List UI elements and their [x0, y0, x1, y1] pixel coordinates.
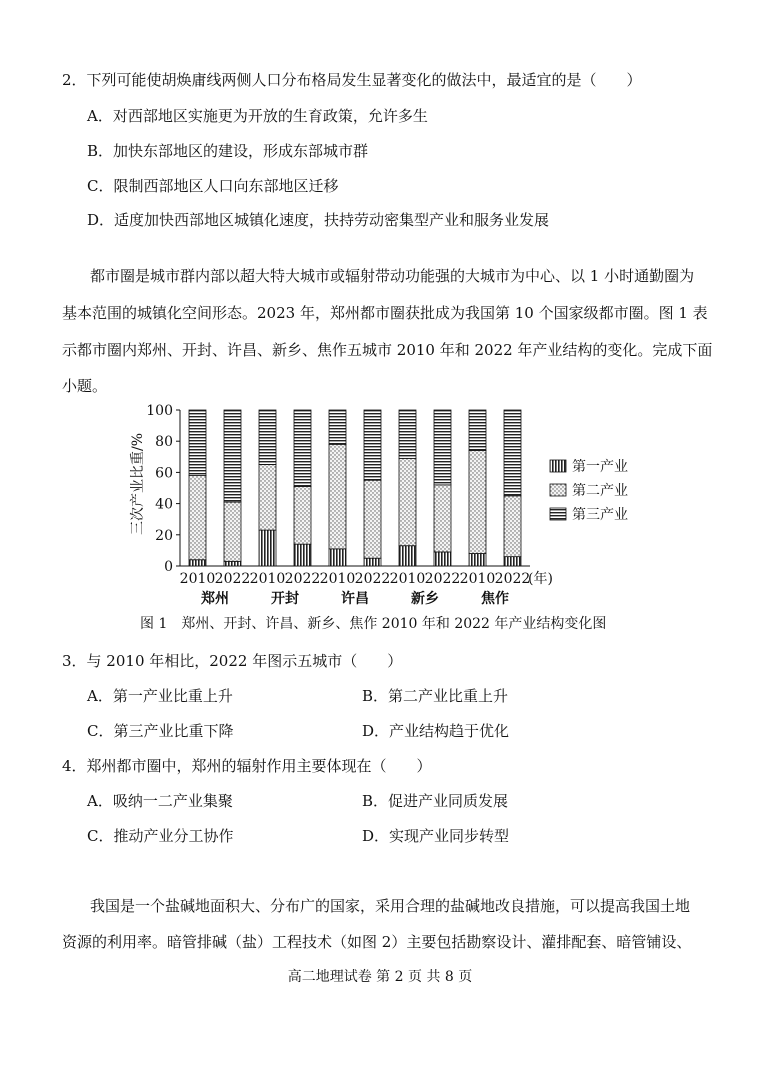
- legend-swatch: [550, 460, 566, 472]
- question-3-option-d: D．产业结构趋于优化: [362, 722, 510, 740]
- legend-swatch: [550, 484, 566, 496]
- group-label: 许昌: [341, 591, 369, 607]
- bar-segment: [189, 476, 206, 560]
- bar-segment: [329, 410, 346, 444]
- bar-segment: [259, 410, 276, 465]
- bar-segment: [504, 410, 521, 496]
- x-tick-label: 2010: [179, 571, 216, 587]
- x-tick-label: 2022: [494, 571, 531, 587]
- y-tick-label: 20: [155, 527, 173, 544]
- bar-segment: [189, 560, 206, 566]
- question-3-stem: 3．与 2010 年相比，2022 年图示五城市（ ）: [62, 652, 403, 670]
- question-2-option-d: D．适度加快西部地区城镇化速度，扶持劳动密集型产业和服务业发展: [87, 211, 550, 229]
- x-tick-label: 2022: [284, 571, 321, 587]
- question-2-option-c: C．限制西部地区人口向东部地区迁移: [87, 177, 339, 195]
- passage-2-line-1: 我国是一个盐碱地面积大、分布广的国家，采用合理的盐碱地改良措施，可以提高我国土地: [90, 897, 691, 915]
- question-2-option-a: A．对西部地区实施更为开放的生育政策，允许多生: [87, 107, 428, 125]
- legend-swatch: [550, 508, 566, 520]
- y-tick-label: 60: [155, 465, 173, 482]
- bar-segment: [224, 410, 241, 502]
- bar-segment: [469, 410, 486, 451]
- y-tick-label: 100: [146, 403, 173, 419]
- passage-1-line-2: 基本范围的城镇化空间形态。2023 年，郑州都市圈获批成为我国第 10 个国家级都市圈。图 1 表: [62, 304, 708, 322]
- bar-segment: [294, 486, 311, 544]
- x-tick-label: 2010: [389, 571, 426, 587]
- bar-segment: [504, 496, 521, 557]
- passage-2-line-2: 资源的利用率。暗管排碱（盐）工程技术（如图 2）主要包括勘察设计、灌排配套、暗管铺设、: [62, 933, 692, 951]
- group-label: 开封: [271, 591, 299, 607]
- bar-segment: [434, 410, 451, 485]
- bar-segment: [399, 410, 416, 458]
- bar-segment: [294, 410, 311, 486]
- bar-segment: [294, 544, 311, 566]
- bar-segment: [364, 558, 381, 566]
- question-2-option-b: B．加快东部地区的建设，形成东部城市群: [87, 142, 369, 160]
- question-4-option-a: A．吸纳一二产业集聚: [87, 792, 233, 810]
- passage-1-line-1: 都市圈是城市群内部以超大特大城市或辐射带动功能强的大城市为中心、以 1 小时通勤圈为: [90, 267, 695, 285]
- bar-segment: [399, 546, 416, 566]
- question-4-option-d: D．实现产业同步转型: [362, 827, 510, 845]
- bar-segment: [224, 561, 241, 566]
- bar-segment: [469, 554, 486, 566]
- x-tick-label: 2022: [354, 571, 391, 587]
- bar-segment: [469, 451, 486, 554]
- group-label: 焦作: [481, 591, 509, 607]
- x-tick-label: 2010: [249, 571, 286, 587]
- group-label: 郑州: [201, 591, 229, 607]
- legend-label: 第三产业: [572, 507, 628, 523]
- x-tick-label: 2022: [214, 571, 251, 587]
- x-tick-label: 2022: [424, 571, 461, 587]
- bar-segment: [434, 485, 451, 552]
- figure-1-caption: 图 1 郑州、开封、许昌、新乡、焦作 2010 年和 2022 年产业结构变化图: [140, 616, 607, 632]
- legend-label: 第一产业: [572, 459, 628, 475]
- bar-segment: [189, 410, 206, 476]
- y-tick-label: 80: [155, 434, 173, 451]
- bar-segment: [364, 410, 381, 480]
- question-4-stem: 4．郑州都市圈中，郑州的辐射作用主要体现在（ ）: [62, 757, 432, 775]
- y-axis-label: 三次产业比重/%: [130, 432, 146, 536]
- x-unit-label: (年): [528, 571, 553, 587]
- bar-segment: [434, 552, 451, 566]
- legend-label: 第二产业: [572, 483, 628, 499]
- y-tick-label: 0: [164, 559, 173, 575]
- passage-1-line-3: 示都市圈内郑州、开封、许昌、新乡、焦作五城市 2010 年和 2022 年产业结构的变化。完成下面: [62, 341, 713, 359]
- industry-structure-chart: [120, 392, 640, 607]
- page-footer: 高二地理试卷 第 2 页 共 8 页: [287, 969, 473, 985]
- group-label: 新乡: [411, 591, 439, 607]
- bar-segment: [259, 465, 276, 531]
- x-tick-label: 2010: [319, 571, 356, 587]
- bar-segment: [224, 502, 241, 561]
- y-tick-label: 40: [155, 496, 173, 513]
- question-3-option-c: C．第三产业比重下降: [87, 722, 234, 740]
- question-3-option-b: B．第二产业比重上升: [362, 687, 509, 705]
- passage-1-line-4: 小题。: [62, 377, 108, 395]
- question-4-option-c: C．推动产业分工协作: [87, 827, 234, 845]
- bar-segment: [504, 557, 521, 566]
- bar-segment: [364, 480, 381, 558]
- bar-segment: [399, 458, 416, 545]
- bar-segment: [329, 549, 346, 566]
- question-4-option-b: B．促进产业同质发展: [362, 792, 509, 810]
- question-3-option-a: A．第一产业比重上升: [87, 687, 233, 705]
- bar-segment: [329, 444, 346, 549]
- x-tick-label: 2010: [459, 571, 496, 587]
- question-2-stem: 2．下列可能使胡焕庸线两侧人口分布格局发生显著变化的做法中，最适宜的是（ ）: [62, 71, 642, 89]
- bar-segment: [259, 530, 276, 566]
